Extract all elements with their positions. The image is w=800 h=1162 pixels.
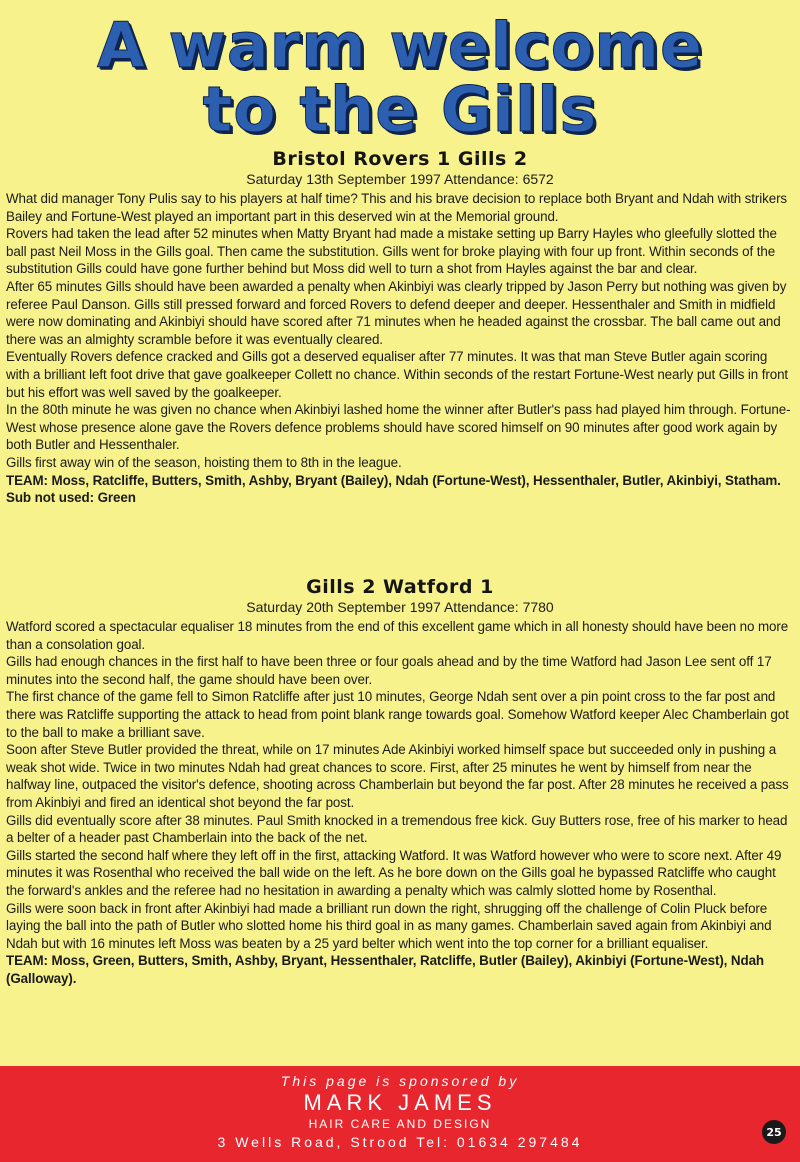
sponsor-subtitle: HAIR CARE AND DESIGN [308, 1117, 492, 1131]
match-report-watford [6, 576, 794, 987]
report-paragraph: Rovers had taken the lead after 52 minutes when Matty Bryant had made a mistake setting up Barry Hayles who gleefully slotted the ball past Neil Moss in the Gills goal. Then came the substitution. Gills went for broke playing with four up front. Within seconds of the substitution Gills could have gone further behind but Moss did well to turn a shot from Hayles against the bar and clear. [6, 226, 777, 277]
report-paragraph: In the 80th minute he was given no chance when Akinbiyi lashed home the winner after Butler's pass had played him through. Fortune-West whose presence alone gave the Rovers defence problems should have scored himself on 90 minutes after good work again by both Butler and Hessenthaler. [6, 402, 791, 453]
match-title: Bristol Rovers 1 Gills 2 [272, 148, 528, 170]
team-lineup: TEAM: Moss, Green, Butters, Smith, Ashby, Bryant, Hessenthaler, Ratcliffe, Butler (Bailey), Akinbiyi (Fortune-West), Ndah (Galloway). [6, 953, 764, 986]
report-paragraph: Gills started the second half where they left off in the first, attacking Watford. It was Watford however who were to score next. After 49 minutes it was Rosenthal who received the ball wide on the left. As he bore down on the Gills goal he bypassed Ratcliffe who caught the forward's ankles and the referee had no hesitation in awarding a penalty which was calmly slotted home by Rosenthal. [6, 847, 782, 898]
report-paragraph: Soon after Steve Butler provided the threat, while on 17 minutes Ade Akinbiyi worked himself space but succeeded only in pushing a weak shot wide. Twice in two minutes Ndah had great chances to score. First, after 25 minutes he went by himself from near the halfway line, outpaced the visitor's defence, shooting across Chamberlain but beyond the far post. After 28 minutes he received a pass from Akinbiyi and fired an identical shot beyond the far post. [6, 742, 789, 810]
headline-line-2: to the Gills [202, 73, 598, 146]
sponsor-footer [0, 1066, 800, 1162]
match-date-attendance: Saturday 13th September 1997 Attendance: 6572 [246, 171, 554, 187]
report-paragraph: Gills did eventually score after 38 minutes. Paul Smith knocked in a tremendous free kick. Guy Butters rose, free of his marker to head a belter of a header past Chamberlain into the back of the net. [6, 812, 788, 846]
report-paragraph: Gills were soon back in front after Akinbiyi had made a brilliant run down the right, shrugging off the challenge of Colin Pluck before laying the ball into the path of Butler who slotted home his third goal in as many games. Chamberlain saved again from Akinbiyi and Ndah but with 16 minutes left Moss was beaten by a 25 yard belter which went into the top corner for a brilliant equaliser. [6, 900, 772, 951]
match-report-bristol-rovers [6, 148, 794, 507]
page-headline [0, 9, 800, 146]
page-number-badge: 25 [762, 1120, 786, 1144]
report-paragraph: The first chance of the game fell to Simon Ratcliffe after just 10 minutes, George Ndah sent over a pin point cross to the far post and there was Ratcliffe supporting the attack to head from point blank range towards goal. Somehow Watford keeper Alec Chamberlain got to the ball to make a brilliant save. [6, 689, 789, 740]
match-title: Gills 2 Watford 1 [306, 576, 494, 598]
sponsor-address: 3 Wells Road, Strood Tel: 01634 297484 [217, 1134, 583, 1150]
report-paragraph: Watford scored a spectacular equaliser 18 minutes from the end of this excellent game which in all honesty should have been no more than a consolation goal. [6, 619, 789, 652]
report-paragraph: After 65 minutes Gills should have been awarded a penalty when Akinbiyi was clearly tripped by Jason Perry but nothing was given by referee Paul Danson. Gills still pressed forward and forced Rovers to defend deeper and deeper. Hessenthaler and Smith in midfield were now dominating and Akinbiyi should have scored after 71 minutes when he headed against the crossbar. The ball came out and there was an almighty scramble before it was eventually cleared. [6, 278, 787, 347]
match-date-attendance: Saturday 20th September 1997 Attendance: 7780 [246, 599, 554, 615]
team-lineup: TEAM: Moss, Ratcliffe, Butters, Smith, Ashby, Bryant (Bailey), Ndah (Fortune-West), Hessenthaler, Butler, Akinbiyi, Statham. Sub not used: Green [6, 472, 781, 506]
sponsor-name: MARK JAMES [303, 1090, 497, 1115]
headline-line-1: A warm welcome [96, 9, 704, 82]
report-paragraph: Gills first away win of the season, hoisting them to 8th in the league. [6, 454, 402, 470]
sponsor-line: This page is sponsored by [280, 1073, 520, 1089]
report-paragraph: Gills had enough chances in the first half to have been three or four goals ahead and by the time Watford had Jason Lee sent off 17 minutes into the second half, the game should have been over. [6, 654, 772, 687]
report-paragraph: Eventually Rovers defence cracked and Gills got a deserved equaliser after 77 minutes. It was that man Steve Butler again scoring with a brilliant left foot drive that gave goalkeeper Collett no chance. Within seconds of the restart Fortune-West nearly put Gills in front but his effort was well saved by the goalkeeper. [6, 349, 789, 400]
report-paragraph: What did manager Tony Pulis say to his players at half time? This and his brave decision to replace both Bryant and Ndah with strikers Bailey and Fortune-West played an important part in this deserved win at the Memorial ground. [6, 191, 788, 224]
